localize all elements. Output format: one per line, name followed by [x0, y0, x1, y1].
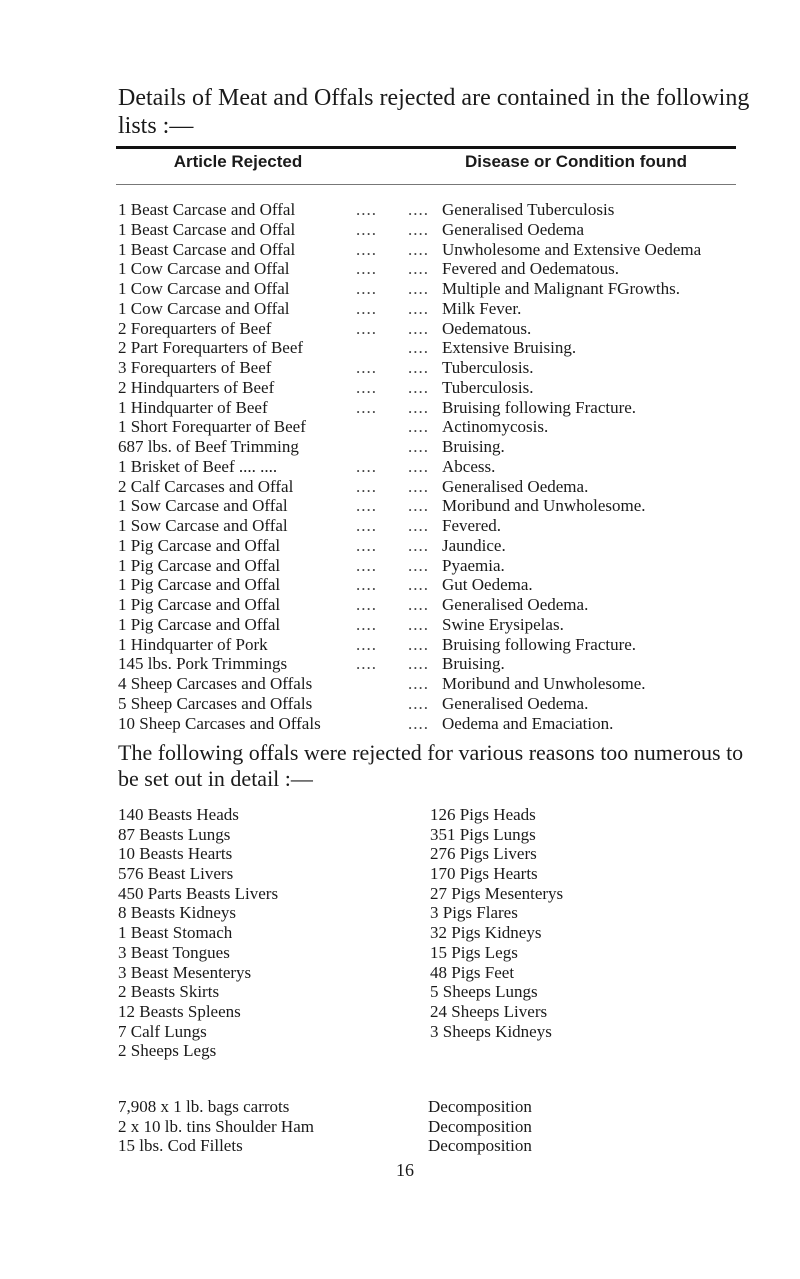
list-item: 170 Pigs Hearts	[430, 864, 538, 884]
leader-dots: ....	[408, 417, 429, 437]
condition-cell: Generalised Oedema.	[442, 693, 589, 713]
article-cell: 1 Sow Carcase and Offal	[118, 496, 288, 516]
intro-text: Details of Meat and Offals rejected are contained in the following lists :—	[118, 85, 750, 139]
list-item: 351 Pigs Lungs	[430, 824, 536, 844]
list-item: 3 Pigs Flares	[430, 903, 518, 923]
table-row	[118, 437, 701, 457]
condition-cell: Moribund and Unwholesome.	[442, 674, 646, 693]
article-cell: 1 Hindquarter of Beef	[118, 397, 268, 417]
table-row	[118, 575, 701, 595]
table-row	[118, 259, 701, 279]
list-item: 1 Beast Stomach	[118, 923, 233, 943]
leader-dots: ....	[356, 654, 377, 674]
condition-cell: Jaundice.	[442, 535, 506, 555]
rejected-meat-table-body	[118, 200, 701, 733]
table-row	[118, 595, 701, 615]
leader-dots: ....	[356, 555, 377, 575]
article-cell: 1 Short Forequarter of Beef	[118, 417, 306, 437]
condition-cell: Generalised Tuberculosis	[442, 200, 615, 219]
leader-dots: ....	[408, 555, 429, 575]
leader-dots: ....	[356, 200, 377, 219]
leader-dots: ....	[356, 535, 377, 555]
article-cell: 1 Pig Carcase and Offal	[118, 614, 281, 634]
leader-dots: ....	[356, 298, 377, 318]
table-row	[118, 398, 701, 418]
list-item: 126 Pigs Heads	[430, 805, 536, 824]
misc-rejections-table	[118, 1097, 532, 1156]
table-row	[118, 358, 701, 378]
condition-cell: Extensive Bruising.	[442, 338, 577, 358]
leader-dots: ....	[408, 614, 429, 634]
leader-dots: ....	[356, 377, 377, 397]
article-cell: 1 Hindquarter of Pork	[118, 634, 268, 654]
condition-cell: Oedema and Emaciation.	[442, 713, 614, 733]
condition-cell: Abcess.	[442, 456, 496, 476]
list-item: 2 Sheeps Legs	[118, 1041, 217, 1061]
leader-dots: ....	[408, 279, 429, 298]
leader-dots: ....	[408, 318, 429, 338]
table-row	[118, 1097, 532, 1117]
list-item: 2 Beasts Skirts	[118, 982, 220, 1002]
table-row	[118, 536, 701, 556]
leader-dots: ....	[408, 496, 429, 516]
table-row	[118, 654, 701, 674]
leader-dots: ....	[408, 358, 429, 377]
leader-dots: ....	[356, 516, 377, 535]
leader-dots: ....	[356, 259, 377, 279]
condition-cell: Swine Erysipelas.	[442, 614, 564, 634]
leader-dots: ....	[356, 634, 377, 654]
leader-dots	[356, 437, 408, 457]
misc-reason-cell: Decomposition	[428, 1116, 532, 1136]
table-row	[118, 615, 701, 635]
leader-dots	[356, 694, 408, 714]
condition-cell: Actinomycosis.	[442, 417, 549, 437]
leader-dots: ....	[408, 298, 429, 318]
condition-cell: Milk Fever.	[442, 298, 522, 318]
article-cell: 1 Pig Carcase and Offal	[118, 595, 281, 614]
leader-dots	[356, 674, 408, 694]
list-item: 12 Beasts Spleens	[118, 1001, 241, 1021]
leader-dots: ....	[356, 575, 377, 595]
leader-dots: ....	[408, 437, 429, 456]
article-cell: 145 lbs. Pork Trimmings	[118, 654, 288, 674]
leader-dots	[356, 417, 408, 437]
list-item: 87 Beasts Lungs	[118, 824, 231, 844]
condition-cell: Unwholesome and Extensive Oedema	[442, 239, 702, 259]
condition-cell: Multiple and Malignant FGrowths.	[442, 279, 680, 298]
misc-reason-cell: Decomposition	[428, 1136, 532, 1155]
article-cell: 1 Pig Carcase and Offal	[118, 535, 281, 555]
condition-cell: Bruising following Fracture.	[442, 397, 637, 417]
table-row	[118, 477, 701, 497]
article-cell: 2 Hindquarters of Beef	[118, 377, 275, 397]
leader-dots: ....	[408, 456, 429, 476]
table-row	[118, 200, 701, 220]
list-item: 8 Beasts Kidneys	[118, 903, 237, 923]
condition-cell: Generalised Oedema.	[442, 595, 589, 614]
leader-dots: ....	[408, 634, 429, 654]
header-rule-thin	[116, 184, 736, 185]
rejected-meat-table	[118, 200, 701, 733]
leader-dots: ....	[408, 693, 429, 713]
condition-cell: Generalised Oedema	[442, 219, 585, 239]
table-row	[118, 378, 701, 398]
article-cell: 2 Forequarters of Beef	[118, 318, 272, 338]
table-row	[118, 457, 701, 477]
table-row	[118, 496, 701, 516]
list-item: 7 Calf Lungs	[118, 1021, 207, 1041]
leader-dots: ....	[408, 259, 429, 279]
condition-cell: Gut Oedema.	[442, 575, 533, 595]
list-item: 27 Pigs Mesenterys	[430, 883, 564, 903]
article-cell: 2 Part Forequarters of Beef	[118, 338, 304, 358]
leader-dots: ....	[408, 516, 429, 535]
table-row	[118, 220, 701, 240]
leader-dots: ....	[408, 338, 429, 358]
leader-dots: ....	[356, 239, 377, 259]
list-item: 3 Beast Mesenterys	[118, 962, 252, 982]
misc-item-cell: 2 x 10 lb. tins Shoulder Ham	[118, 1116, 314, 1136]
table-row	[118, 1136, 532, 1156]
condition-cell: Tuberculosis.	[442, 358, 534, 377]
article-cell: 5 Sheep Carcases and Offals	[118, 693, 313, 713]
offals-list-right	[430, 805, 563, 1041]
condition-cell: Oedematous.	[442, 318, 532, 338]
article-cell: 1 Cow Carcase and Offal	[118, 298, 290, 318]
misc-item-cell: 7,908 x 1 lb. bags carrots	[118, 1097, 290, 1116]
table-row	[118, 714, 701, 734]
list-item: 576 Beast Livers	[118, 864, 234, 884]
condition-cell: Moribund and Unwholesome.	[442, 496, 646, 516]
article-cell: 1 Beast Carcase and Offal	[118, 219, 296, 239]
leader-dots: ....	[408, 476, 429, 496]
condition-cell: Fevered and Oedematous.	[442, 259, 620, 279]
article-cell: 10 Sheep Carcases and Offals	[118, 713, 321, 733]
list-item: 48 Pigs Feet	[430, 962, 515, 982]
list-item: 140 Beasts Heads	[118, 805, 239, 824]
leader-dots	[356, 338, 408, 358]
article-cell: 1 Pig Carcase and Offal	[118, 555, 281, 575]
article-cell: 1 Cow Carcase and Offal	[118, 279, 290, 298]
leader-dots: ....	[356, 595, 377, 614]
table-row	[118, 417, 701, 437]
list-item: 5 Sheeps Lungs	[430, 982, 538, 1002]
list-item: 32 Pigs Kidneys	[430, 923, 542, 943]
leader-dots: ....	[356, 614, 377, 634]
leader-dots: ....	[356, 496, 377, 516]
leader-dots: ....	[408, 377, 429, 397]
condition-cell: Bruising following Fracture.	[442, 634, 637, 654]
condition-cell: Fevered.	[442, 516, 502, 535]
article-cell: 1 Pig Carcase and Offal	[118, 575, 281, 595]
table-row	[118, 338, 701, 358]
article-cell: 2 Calf Carcases and Offal	[118, 476, 294, 496]
header-disease-condition: Disease or Condition found	[465, 152, 687, 171]
leader-dots: ....	[408, 397, 429, 417]
article-cell: 1 Sow Carcase and Offal	[118, 516, 288, 535]
misc-rejections-body	[118, 1097, 532, 1156]
condition-cell: Bruising.	[442, 654, 505, 674]
article-cell: 1 Brisket of Beef .... ....	[118, 456, 278, 476]
leader-dots: ....	[408, 654, 429, 674]
leader-dots: ....	[408, 239, 429, 259]
leader-dots: ....	[408, 713, 429, 733]
list-item: 3 Beast Tongues	[118, 942, 230, 962]
condition-cell: Pyaemia.	[442, 555, 505, 575]
leader-dots: ....	[356, 397, 377, 417]
article-cell: 1 Beast Carcase and Offal	[118, 239, 296, 259]
article-cell: 1 Cow Carcase and Offal	[118, 259, 290, 279]
leader-dots: ....	[408, 595, 429, 614]
list-item: 10 Beasts Hearts	[118, 844, 233, 864]
list-item: 450 Parts Beasts Livers	[118, 883, 279, 903]
table-row	[118, 299, 701, 319]
table-row	[118, 240, 701, 260]
misc-reason-cell: Decomposition	[428, 1097, 532, 1116]
leader-dots: ....	[408, 575, 429, 595]
page-number: 16	[396, 1160, 414, 1180]
condition-cell: Bruising.	[442, 437, 505, 456]
list-item: 276 Pigs Livers	[430, 844, 537, 864]
leader-dots: ....	[356, 279, 377, 298]
table-row	[118, 674, 701, 694]
list-item: 15 Pigs Legs	[430, 942, 518, 962]
list-item: 24 Sheeps Livers	[430, 1001, 548, 1021]
leader-dots: ....	[408, 535, 429, 555]
table-row	[118, 516, 701, 536]
table-row	[118, 635, 701, 655]
leader-dots	[356, 714, 408, 734]
list-item: 3 Sheeps Kidneys	[430, 1021, 552, 1041]
article-cell: 1 Beast Carcase and Offal	[118, 200, 296, 219]
table-row	[118, 279, 701, 299]
header-rule-thick	[116, 146, 736, 149]
table-row	[118, 1117, 532, 1137]
leader-dots: ....	[356, 456, 377, 476]
table-row	[118, 556, 701, 576]
leader-dots: ....	[356, 318, 377, 338]
leader-dots: ....	[356, 219, 377, 239]
leader-dots: ....	[408, 219, 429, 239]
leader-dots: ....	[356, 358, 377, 377]
offals-list-left	[118, 805, 278, 1061]
offals-intro-text: The following offals were rejected for various reasons too numerous to be set out in detail :—	[118, 740, 744, 791]
leader-dots: ....	[408, 674, 429, 693]
article-cell: 3 Forequarters of Beef	[118, 358, 272, 377]
condition-cell: Tuberculosis.	[442, 377, 534, 397]
leader-dots: ....	[356, 476, 377, 496]
header-article-rejected: Article Rejected	[173, 152, 303, 171]
table-row	[118, 319, 701, 339]
condition-cell: Generalised Oedema.	[442, 476, 589, 496]
article-cell: 687 lbs. of Beef Trimming	[118, 437, 299, 456]
leader-dots: ....	[408, 200, 429, 219]
table-row	[118, 694, 701, 714]
misc-item-cell: 15 lbs. Cod Fillets	[118, 1136, 243, 1155]
article-cell: 4 Sheep Carcases and Offals	[118, 674, 313, 693]
